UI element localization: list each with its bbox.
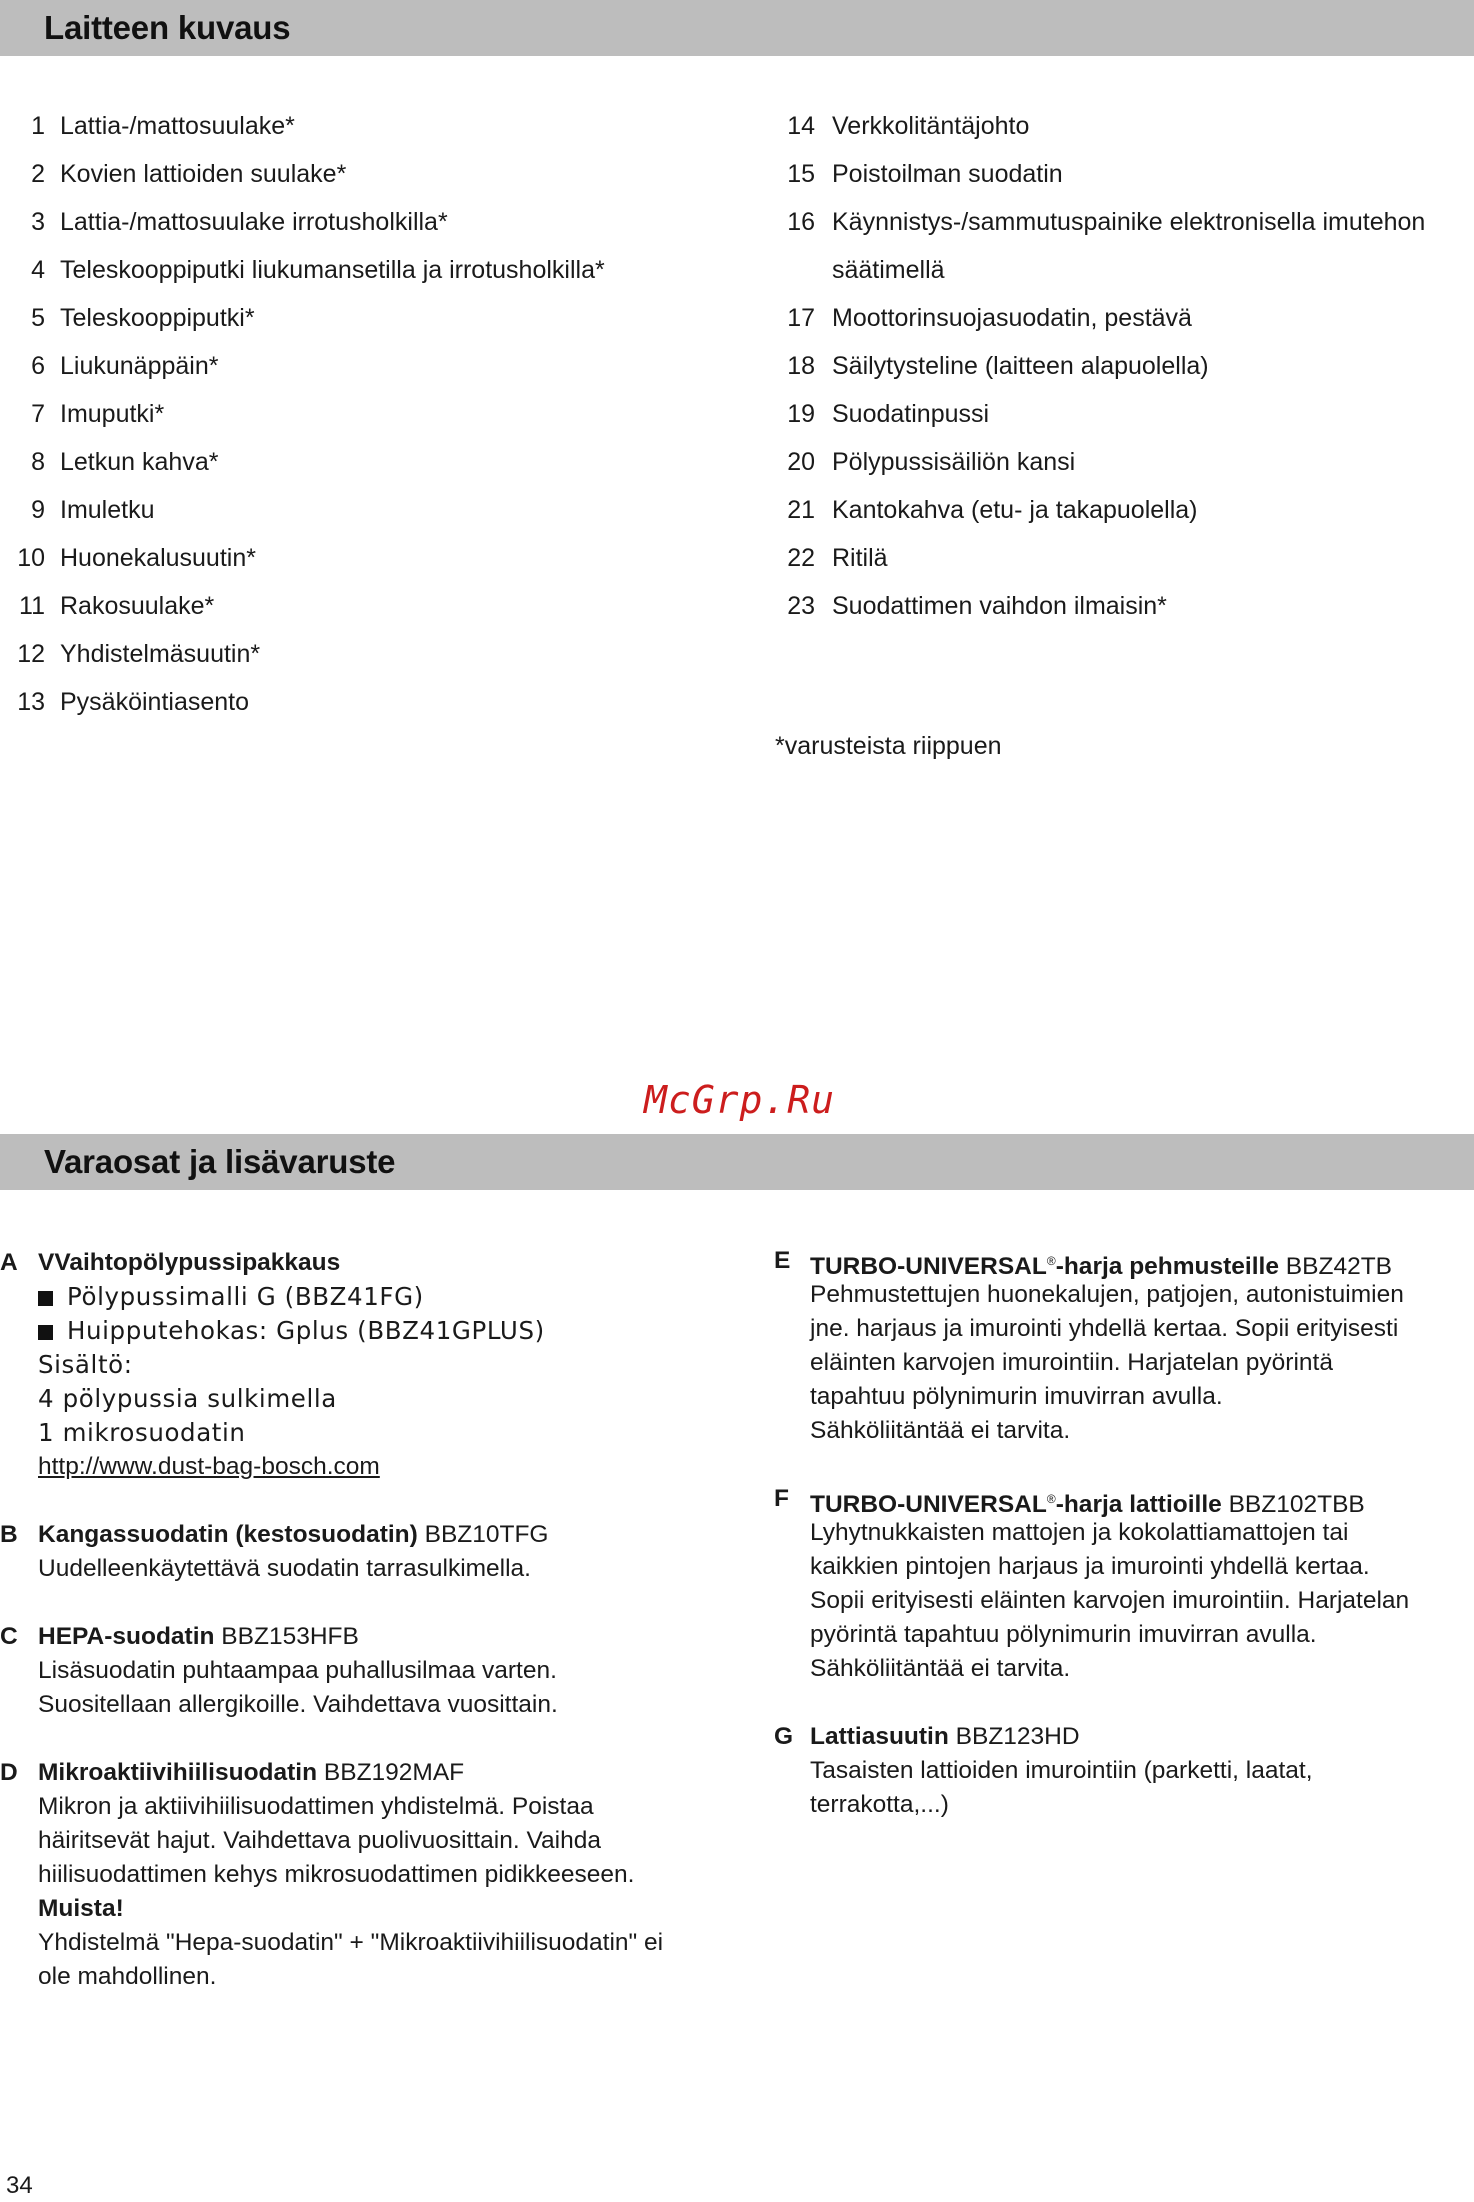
list-item: 21 Kantokahva (etu- ja takapuolella) (787, 496, 1198, 524)
square-bullet-icon (38, 1291, 53, 1306)
accessory-text: kaikkien pintojen harjaus ja imurointi yhdellä kertaa. (810, 1553, 1370, 1580)
accessory-title: HEPA-suodatin (38, 1623, 215, 1650)
list-item: 18 Säilytysteline (laitteen alapuolella) (787, 352, 1209, 380)
accessory-text: tapahtuu pölynimurin imuvirran avulla. (810, 1383, 1223, 1410)
section-title: Laitteen kuvaus (44, 9, 291, 46)
section-header-device-description (0, 0, 1474, 56)
accessory-heading: TURBO-UNIVERSAL®-harja pehmusteille BBZ42TB (810, 1253, 1392, 1281)
accessory-heading (38, 1620, 558, 1654)
accessory-heading (810, 1720, 1313, 1754)
accessory-text: pyörintä tapahtuu pölynimurin imuvirran avulla. (810, 1621, 1317, 1648)
list-item: 15 Poistoilman suodatin (787, 160, 1063, 188)
bullet-item: Pölypussimalli G (BBZ41FG) (38, 1280, 545, 1314)
page-number: 34 (6, 2172, 33, 2199)
accessory-letter: G (774, 1723, 794, 1750)
accessory-title: Lattiasuutin (810, 1723, 949, 1750)
accessory-title: TURBO-UNIVERSAL (810, 1491, 1047, 1519)
list-item: 6 Liukunäppäin* (31, 352, 219, 380)
accessory-text: Lisäsuodatin puhtaampaa puhallusilmaa varten. (38, 1657, 557, 1684)
accessory-text: Tasaisten lattioiden imurointiin (parketti, laatat, (810, 1757, 1313, 1784)
accessory-code: BBZ10TFG (417, 1521, 549, 1548)
accessory-text: eläinten karvojen imurointiin. Harjatelan pyörintä (810, 1349, 1333, 1376)
accessory-text: Sähköliitäntää ei tarvita. (810, 1417, 1071, 1444)
accessory-text: Suositellaan allergikoille. Vaihdettava vuosittain. (38, 1691, 558, 1718)
square-bullet-icon (38, 1325, 53, 1340)
accessory-code: BBZ42TB (1278, 1253, 1392, 1281)
accessory-text: hiilisuodattimen kehys mikrosuodattimen pidikkeeseen. (38, 1861, 635, 1888)
section-title: Varaosat ja lisävaruste (44, 1143, 396, 1180)
accessory-text: jne. harjaus ja imurointi yhdellä kertaa. Sopii erityisesti (810, 1315, 1399, 1342)
list-item: 13 Pysäköintiasento (17, 688, 250, 716)
list-item: 5 Teleskooppiputki* (31, 304, 255, 332)
list-item: 1 Lattia-/mattosuulake* (31, 112, 295, 140)
accessory-letter: A (0, 1249, 18, 1276)
accessory-letter: C (0, 1623, 18, 1650)
list-item: 23 Suodattimen vaihdon ilmaisin* (787, 592, 1167, 620)
accessory-text: Mikron ja aktiivihiilisuodattimen yhdistelmä. Poistaa (38, 1793, 594, 1820)
accessory-text: Yhdistelmä "Hepa-suodatin" + "Mikroaktiivihiilisuodatin" ei (38, 1929, 664, 1956)
accessory-title: VVaihtopölypussipakkaus (38, 1249, 341, 1276)
accessory-letter: E (774, 1247, 791, 1274)
list-item: 16 Käynnistys-/sammutuspainike elektronisella imutehon säätimellä (787, 208, 1426, 284)
list-item: 19 Suodatinpussi (787, 400, 990, 428)
accessory-title: Kangassuodatin (kestosuodatin) (38, 1521, 418, 1548)
footnote: *varusteista riippuen (775, 732, 1002, 760)
bullet-item: Huipputehokas: Gplus (BBZ41GPLUS) (38, 1314, 545, 1348)
accessory-letter: B (0, 1521, 18, 1548)
accessory-code: BBZ153HFB (214, 1623, 359, 1650)
accessory-heading (38, 1756, 663, 1790)
accessory-text: 4 pölypussia sulkimella (38, 1384, 337, 1413)
list-item: 11 Rakosuulake* (19, 592, 215, 620)
accessory-text: Sopii erityisesti eläinten karvojen imurointiin. Harjatelan (810, 1587, 1410, 1614)
registered-mark: ® (1046, 1492, 1056, 1506)
accessory-text: Pehmustettujen huonekalujen, patjojen, autonistuimien (810, 1281, 1404, 1308)
watermark: McGrp.Ru (644, 1078, 836, 1122)
list-item: 17 Moottorinsuojasuodatin, pestävä (787, 304, 1192, 332)
accessory-title: TURBO-UNIVERSAL (810, 1253, 1047, 1281)
accessory-text: häiritsevät hajut. Vaihdettava puolivuosittain. Vaihda (38, 1827, 601, 1854)
list-item: 8 Letkun kahva* (31, 448, 219, 476)
parts-list-right (770, 102, 1470, 630)
list-item: 12 Yhdistelmäsuutin* (17, 640, 261, 668)
accessory-text: Sähköliitäntää ei tarvita. (810, 1655, 1071, 1682)
accessory-text: ole mahdollinen. (38, 1963, 217, 1990)
accessory-title: Mikroaktiivihiilisuodatin (38, 1759, 318, 1786)
list-item: 20 Pölypussisäiliön kansi (787, 448, 1076, 476)
list-item: 7 Imuputki* (31, 400, 165, 428)
accessory-text: Lyhytnukkaisten mattojen ja kokolattiamattojen tai (810, 1519, 1349, 1546)
accessory-letter: F (774, 1485, 789, 1512)
list-item: 10 Huonekalusuutin* (17, 544, 256, 572)
accessory-code: BBZ123HD (948, 1723, 1080, 1750)
list-item: 9 Imuletku (31, 496, 155, 524)
accessory-letter: D (0, 1759, 18, 1786)
list-item: 3 Lattia-/mattosuulake irrotusholkilla* (31, 208, 448, 236)
registered-mark: ® (1046, 1254, 1056, 1268)
list-item: 2 Kovien lattioiden suulake* (31, 160, 347, 188)
dust-bag-link[interactable]: http://www.dust-bag-bosch.com (38, 1453, 380, 1480)
list-item: 22 Ritilä (787, 544, 888, 572)
section-header-spare-parts (0, 1134, 1474, 1190)
accessory-text: Sisältö: (38, 1350, 133, 1379)
accessory-code: BBZ192MAF (317, 1759, 465, 1786)
note-title: Muista! (38, 1895, 124, 1922)
accessory-text: Uudelleenkäytettävä suodatin tarrasulkimella. (38, 1555, 531, 1582)
parts-list-left (0, 102, 720, 726)
accessory-code: BBZ102TBB (1221, 1491, 1365, 1519)
accessory-text: 1 mikrosuodatin (38, 1418, 246, 1447)
accessory-heading: TURBO-UNIVERSAL®-harja lattioille BBZ102TBB (810, 1491, 1365, 1519)
list-item: 4 Teleskooppiputki liukumansetilla ja irrotusholkilla* (31, 256, 605, 284)
list-item: 14 Verkkolitäntäjohto (787, 112, 1030, 140)
accessory-heading (38, 1518, 549, 1552)
accessory-text: terrakotta,...) (810, 1791, 949, 1818)
